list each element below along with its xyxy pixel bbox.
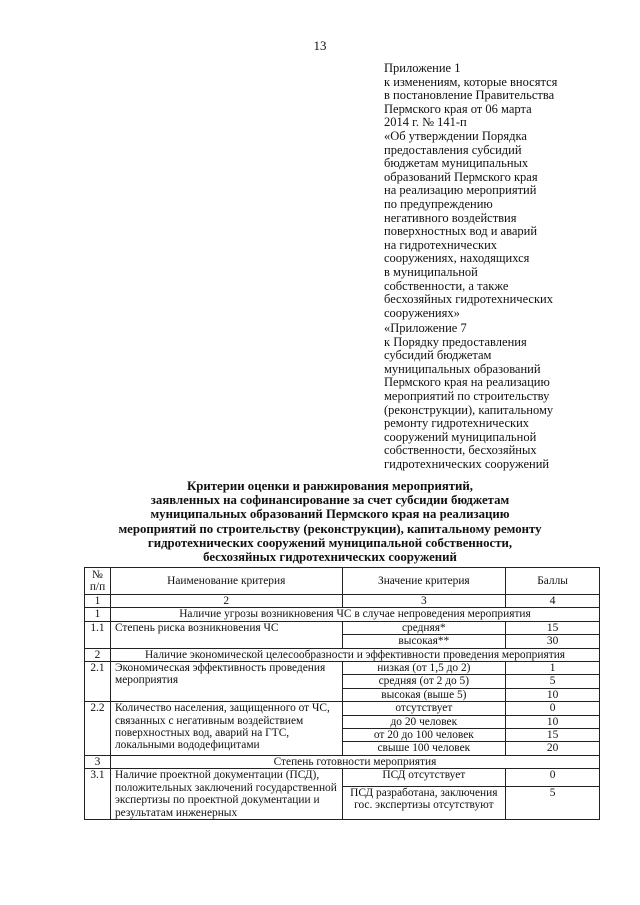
criterion-value: средняя (от 2 до 5) <box>342 675 506 688</box>
appendix-line: предоставления субсидий <box>384 142 522 157</box>
criterion-value: средняя* <box>342 621 506 634</box>
row-num: 2.1 <box>85 662 111 702</box>
appendix-line: бюджетам муниципальных <box>384 156 529 171</box>
header-name: Наименование критерия <box>110 568 342 595</box>
appendix-line: образований Пермского края <box>384 169 538 184</box>
appendix-line: в постановление Правительства <box>384 88 555 103</box>
criterion-score: 0 <box>506 769 600 786</box>
appendix-line: негативного воздействия <box>384 210 517 225</box>
section-title: Степень готовности мероприятия <box>110 755 599 768</box>
criterion-value: ПСД разработана, заключения гос. экспертизы отсутствуют <box>342 786 506 819</box>
appendix-line: 2014 г. № 141-п <box>384 115 467 130</box>
appendix-1-header <box>384 62 599 320</box>
title-line: мероприятий по строительству (реконструкции), капитальному ремонту <box>118 521 542 536</box>
criterion-value: ПСД отсутствует <box>342 769 506 786</box>
header-num: № п/п <box>85 568 111 595</box>
criterion-score: 5 <box>506 675 600 688</box>
page-number: 13 <box>313 38 327 53</box>
row-num: 2 <box>85 648 111 661</box>
criterion-name: Степень риска возникновения ЧС <box>110 621 342 648</box>
criterion-score: 30 <box>506 635 600 648</box>
row-num: 1.1 <box>85 621 111 648</box>
title-line: гидротехнических сооружений муниципальной собственности, <box>147 535 513 550</box>
title-line: муниципальных образований Пермского края на реализацию <box>150 507 510 522</box>
document-title <box>60 479 600 564</box>
appendix-line: в муниципальной <box>384 264 478 279</box>
appendix-line: собственности, бесхозяйных <box>384 443 537 458</box>
appendix-line: бесхозяйных гидротехнических <box>384 292 553 307</box>
criterion-score: 1 <box>506 662 600 675</box>
appendix-line: «Об утверждении Порядка <box>384 128 527 143</box>
col-number: 2 <box>110 595 342 608</box>
title-line: Критерии оценки и ранжирования мероприятий, <box>187 479 473 493</box>
table-row <box>85 662 600 675</box>
criteria-table <box>84 567 600 820</box>
title-line: бесхозяйных гидротехнических сооружений <box>203 550 457 565</box>
criterion-name: Экономическая эффективность проведения мероприятия <box>110 662 342 702</box>
table-row <box>85 769 600 786</box>
row-num: 3.1 <box>85 769 111 820</box>
appendix-line: Приложение 1 <box>384 61 461 75</box>
col-number: 1 <box>85 595 111 608</box>
criterion-score: 15 <box>506 621 600 634</box>
criterion-value: высокая (выше 5) <box>342 688 506 701</box>
criterion-value: высокая** <box>342 635 506 648</box>
appendix-line: муниципальных образований <box>384 361 541 376</box>
section-title: Наличие экономической целесообразности и эффективности проведения мероприятия <box>110 648 599 661</box>
section-title: Наличие угрозы возникновения ЧС в случае непроведения мероприятия <box>110 608 599 621</box>
appendix-line: сооружений муниципальной <box>384 429 537 444</box>
criterion-value: низкая (от 1,5 до 2) <box>342 662 506 675</box>
appendix-line: поверхностных вод и аварий <box>384 224 538 239</box>
appendix-line: к Порядку предоставления <box>384 334 527 349</box>
col-number: 4 <box>506 595 600 608</box>
criterion-value: отсутствует <box>342 702 506 715</box>
appendix-line: «Приложение 7 <box>384 321 467 335</box>
criterion-score: 0 <box>506 702 600 715</box>
criterion-score: 5 <box>506 786 600 819</box>
title-line: заявленных на софинансирование за счет субсидии бюджетам <box>150 493 510 508</box>
appendix-line: к изменениям, которые вносятся <box>384 74 558 89</box>
row-num: 2.2 <box>85 702 111 756</box>
criterion-score: 10 <box>506 715 600 728</box>
section-row <box>85 648 600 661</box>
appendix-line: собственности, а также <box>384 278 509 293</box>
table-row <box>85 702 600 715</box>
col-number: 3 <box>342 595 506 608</box>
criterion-name: Наличие проектной документации (ПСД), положительных заключений государственной экспертизы по проектной документации и результатам инженерных <box>110 769 342 820</box>
column-number-row <box>85 595 600 608</box>
criterion-score: 20 <box>506 742 600 755</box>
table-row <box>85 621 600 634</box>
section-row <box>85 755 600 768</box>
section-row <box>85 608 600 621</box>
appendix-line: мероприятий по строительству <box>384 388 550 403</box>
appendix-7-header <box>384 322 599 472</box>
appendix-line: субсидий бюджетам <box>384 348 492 363</box>
header-score: Баллы <box>506 568 600 595</box>
appendix-line: ремонту гидротехнических <box>384 416 530 431</box>
appendix-line: по предупреждению <box>384 196 493 211</box>
appendix-line: сооружениях, находящихся <box>384 251 530 266</box>
appendix-line: гидротехнических сооружений <box>384 456 550 471</box>
criterion-score: 15 <box>506 729 600 742</box>
appendix-line: сооружениях» <box>384 305 460 320</box>
header-value: Значение критерия <box>342 568 506 595</box>
criterion-score: 10 <box>506 688 600 701</box>
appendix-line: (реконструкции), капитальному <box>384 402 554 417</box>
appendix-line: на гидротехнических <box>384 237 498 252</box>
criterion-value: до 20 человек <box>342 715 506 728</box>
criterion-value: от 20 до 100 человек <box>342 729 506 742</box>
row-num: 1 <box>85 608 111 621</box>
row-num: 3 <box>85 755 111 768</box>
criterion-name: Количество населения, защищенного от ЧС, связанных с негативным воздействием поверхностных вод, аварий на ГТС, локальными вододефицитами <box>110 702 342 756</box>
criterion-value: свыше 100 человек <box>342 742 506 755</box>
appendix-line: Пермского края на реализацию <box>384 375 550 390</box>
appendix-line: на реализацию мероприятий <box>384 183 537 198</box>
appendix-line: Пермского края от 06 марта <box>384 101 532 116</box>
table-header-row <box>85 568 600 595</box>
